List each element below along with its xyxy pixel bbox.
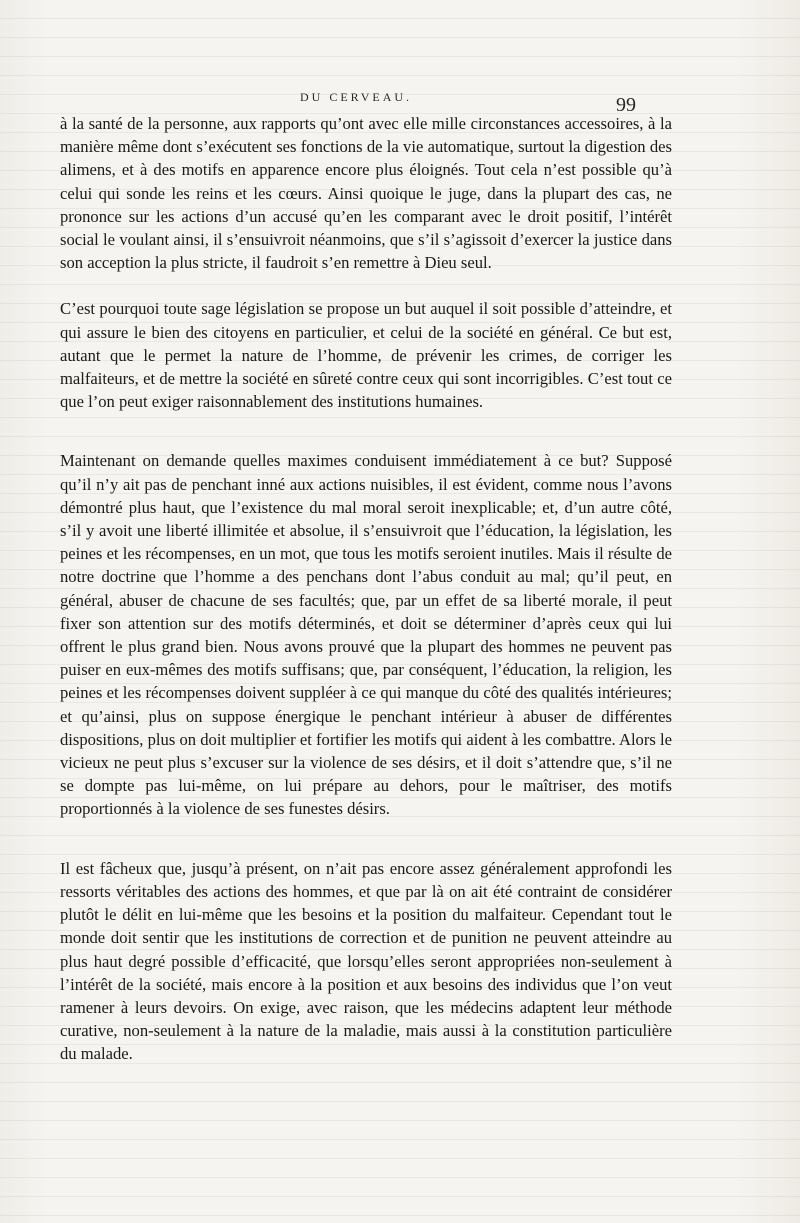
page-number: 99 [616, 94, 636, 116]
running-title: DU CERVEAU. [300, 90, 413, 104]
paragraph-1: à la santé de la personne, aux rapports qu’ont avec elle mille circonstances accessoires, à la manière même dont s’exécutent ses fonctions de la vie automatique, surtout la digestion des alimens, et à des motifs en apparence encore plus éloignés. Tout cela n’est possible qu’à celui qui sonde les reins et les cœurs. Ainsi quoique le juge, dans la plupart des cas, ne prononce sur les actions d’un accusé qu’en les comparant avec le droit positif, l’intérêt social le voulant ainsi, il s’ensuivroit néanmoins, que s’il s’agissoit d’exercer la justice dans son acception la plus stricte, il faudroit s’en remettre à Dieu seul. [60, 114, 672, 273]
paragraph-4: Il est fâcheux que, jusqu’à présent, on n’ait pas encore assez généralement approfondi les ressorts véritables des actions des hommes, et que par là on ait été contraint de considérer plutôt le délit en lui-même que les besoins et la position du malfaiteur. Cependant tout le monde doit sentir que les institutions de correction et de punition ne peuvent atteindre au plus haut degré possible d’efficacité, que lorsqu’elles seront appropriées non-seulement à l’intérêt de la société, mais encore à la position et aux besoins des individus que l’on veut ramener à leurs devoirs. On exige, avec raison, que les médecins adaptent leur méthode curative, non-seulement à la nature de la maladie, mais aussi à la constitution particulière du malade. [60, 858, 672, 1064]
body-text [60, 112, 672, 1066]
paragraph-2: C’est pourquoi toute sage législation se propose un but auquel il soit possible d’atteindre, et qui assure le bien des citoyens en particulier, et celui de la société en général. Ce but est, autant que le permet la nature de l’homme, de prévenir les crimes, de corriger les malfaiteurs, et de mettre la société en sûreté contre ceux qui sont incorrigibles. C’est tout ce que l’on peut exiger raisonnablement des institutions humaines. [60, 299, 672, 412]
paragraph-3: Maintenant on demande quelles maximes conduisent immédiatement à ce but? Supposé qu’il n’y ait pas de penchant inné aux actions nuisibles, il est évident, comme nous l’avons démontré plus haut, que l’existence du mal moral seroit inexplicable; et, d’un autre côté, s’il y avoit une liberté illimitée et absolue, il s’ensuivroit que l’éducation, la législation, les peines et les récompenses, en un mot, que tous les motifs seroient inutiles. Mais il résulte de notre doctrine que l’homme a des penchans dont l’abus conduit au mal; qu’il peut, en général, abuser de chacune de ses facultés; que, par un effet de sa liberté morale, il peut fixer son attention sur des motifs déterminés, et doit se déterminer d’après ceux qui lui offrent le plus grand bien. Nous avons prouvé que la plupart des hommes ne peuvent pas puiser en eux-mêmes des motifs suffisans; que, par conséquent, l’éducation, la religion, les peines et les récompenses doivent suppléer à ce qui manque du côté des qualités intérieures; et qu’ainsi, plus on suppose énergique le penchant intérieur à abuser de différentes dispositions, plus on doit multiplier et fortifier les motifs qui aident à les combattre. Alors le vicieux ne peut plus s’excuser sur la violence de ses désirs, et il doit s’attendre que, s’il ne se dompte pas lui-même, on lui prépare au dehors, pour le maîtriser, des motifs proportionnés à la violence de ses funestes désirs. [60, 451, 672, 819]
